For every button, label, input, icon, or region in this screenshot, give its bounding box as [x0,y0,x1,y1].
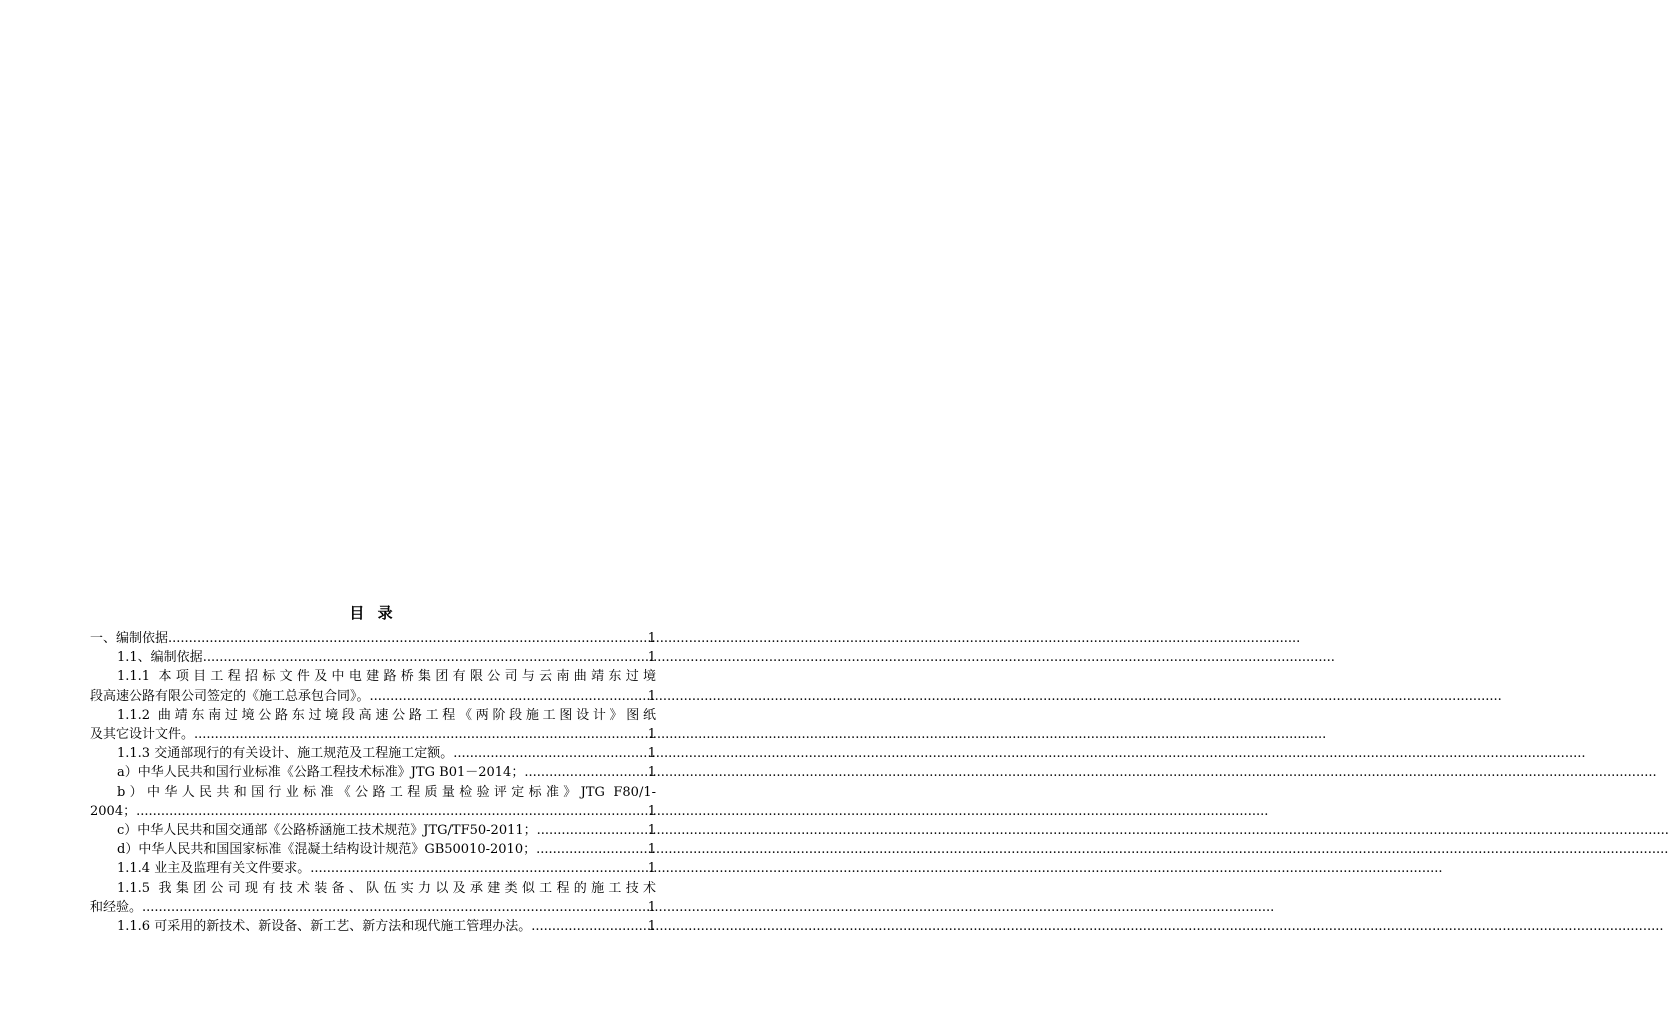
toc-page-number: 1 [647,899,656,915]
toc-entry-1-1-3[interactable] [90,744,656,763]
toc-entry-text: d）中华人民共和国国家标准《混凝土结构设计规范》GB50010-2010； [117,842,537,858]
toc-leader-dots [453,744,648,763]
toc-leader-dots [536,840,648,859]
toc-page-number: 1 [647,727,656,743]
toc-page-number: 1 [647,823,656,839]
toc-page-number: 1 [647,842,656,858]
toc-page-number: 1 [647,631,656,646]
toc-entry-text-line1: 1.1.5 我集团公司现有技术装备、队伍实力以及承建类似工程的施工技术 [117,880,656,896]
toc-entry-text: 1.1、编制依据 [117,650,203,666]
toc-entry-line2 [90,687,656,706]
toc-entry-line2 [90,802,656,821]
toc-leader-dots [194,725,648,744]
toc-entry-1-1-5[interactable] [90,879,656,917]
toc-entry-b[interactable] [90,783,656,821]
toc-leader-dots [370,687,648,706]
toc-entry-text: 一、编制依据 [90,631,169,646]
toc-leader-dots [203,648,648,667]
toc-entry-1-1-4[interactable] [90,859,656,878]
toc-entry-text: 1.1.6 可采用的新技术、新设备、新工艺、新方法和现代施工管理办法。 [117,919,532,935]
toc-leader-dots [142,898,648,917]
toc-leader-dots [168,629,648,648]
toc-leader-dots [537,821,648,840]
toc-entry-line2 [90,898,656,917]
toc-entry-text-line1: 1.1.2 曲靖东南过境公路东过境段高速公路工程《两阶段施工图设计》图纸 [117,707,656,723]
toc-entry-text-line2: 及其它设计文件。 [90,727,195,743]
toc-page-number: 1 [647,765,656,781]
table-of-contents [90,600,656,936]
toc-list [90,629,656,936]
toc-entry-text: c）中华人民共和国交通部《公路桥涵施工技术规范》JTG/TF50-2011； [117,823,537,839]
toc-entry-d[interactable] [90,840,656,859]
toc-leader-dots [524,763,647,782]
toc-entry-text: 1.1.3 交通部现行的有关设计、施工规范及工程施工定额。 [117,746,454,762]
toc-page-number: 1 [647,861,656,877]
toc-entry-text: 1.1.4 业主及监理有关文件要求。 [117,861,311,877]
toc-entry-text-line2: 2004； [90,803,137,819]
toc-page-number: 1 [647,803,656,819]
toc-leader-dots [531,917,648,936]
toc-page-number: 1 [647,650,656,666]
toc-page-number: 1 [647,688,656,704]
toc-entry-1[interactable] [90,629,656,648]
toc-page-number: 1 [647,746,656,762]
toc-entry-text: a）中华人民共和国行业标准《公路工程技术标准》JTG B01－2014； [117,765,525,781]
toc-entry-text-line2: 和经验。 [90,899,143,915]
toc-entry-text-line1: b）中华人民共和国行业标准《公路工程质量检验评定标准》JTG F80/1- [117,784,656,800]
toc-title: 目 录 [349,604,397,622]
toc-entry-1-1-6[interactable] [90,917,656,936]
toc-entry-1-1-2[interactable] [90,706,656,744]
toc-entry-c[interactable] [90,821,656,840]
toc-entry-a[interactable] [90,763,656,782]
toc-leader-dots [136,802,648,821]
toc-page-number: 1 [647,919,656,935]
toc-entry-1-1[interactable] [90,648,656,667]
toc-entry-1-1-1[interactable] [90,667,656,705]
toc-entry-text-line2: 段高速公路有限公司签定的《施工总承包合同》。 [90,688,370,704]
toc-entry-line2 [90,725,656,744]
toc-entry-text-line1: 1.1.1 本项目工程招标文件及中电建路桥集团有限公司与云南曲靖东过境 [117,669,656,685]
toc-leader-dots [310,859,648,878]
